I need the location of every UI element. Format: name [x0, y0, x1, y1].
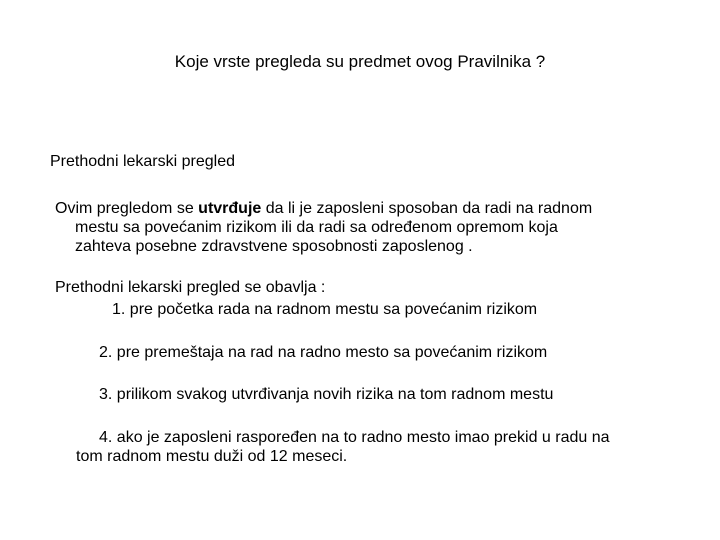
list-item-continuation: tom radnom mestu duži od 12 meseci.	[76, 448, 348, 465]
definition-text-start: Ovim pregledom se	[55, 200, 199, 217]
definition-paragraph	[55, 199, 685, 256]
list-item: 1. pre početka rada na radnom mestu sa povećanim rizikom	[112, 301, 538, 318]
list-lead-text: Prethodni lekarski pregled se obavlja :	[55, 279, 326, 296]
slide-title: Koje vrste pregleda su predmet ovog Pravilnika ?	[174, 52, 546, 71]
definition-bold-word: utvrđuje	[198, 200, 262, 217]
definition-line-3: zahteva posebne zdravstvene sposobnosti zaposlenog .	[75, 238, 473, 255]
definition-line-2: mestu sa povećanim rizikom ili da radi sa određenom opremom koja	[75, 219, 558, 236]
definition-text-end: da li je zaposleni sposoban da radi na radnom	[261, 200, 593, 217]
list-item: 4. ako je zaposleni raspoređen na to radno mesto imao prekid u radu na	[99, 429, 610, 446]
list-item: 2. pre premeštaja na rad na radno mesto sa povećanim rizikom	[99, 344, 548, 361]
definition-line-1	[55, 199, 685, 218]
section-heading: Prethodni lekarski pregled	[50, 153, 235, 170]
list-item: 3. prilikom svakog utvrđivanja novih rizika na tom radnom mestu	[99, 386, 554, 403]
